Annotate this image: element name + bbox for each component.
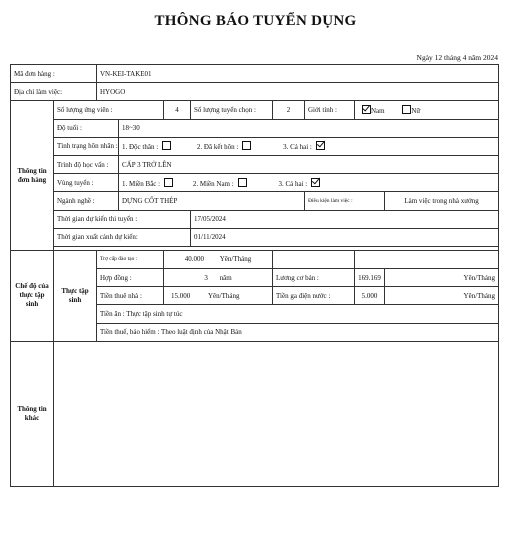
condition-label: Điều kiện làm việc : (305, 192, 385, 210)
depart-date-row (11, 228, 499, 246)
marital-label: Tình trạng hôn nhân : (54, 137, 119, 155)
both-region-checkbox[interactable] (311, 178, 320, 187)
address-row (11, 83, 499, 101)
age-value: 18~30 (119, 119, 499, 137)
education-row (11, 155, 499, 173)
south-checkbox[interactable] (238, 178, 247, 187)
applicants-label: Số lượng ứng viên : (54, 101, 164, 119)
food-text: Tiền ăn : Thực tập sinh tự túc (97, 305, 499, 323)
allowance-label: Trợ cấp đào tạo : (97, 250, 164, 268)
job-row (11, 192, 499, 210)
north-checkbox[interactable] (164, 178, 173, 187)
region-option-south: 2. Miền Nam : (192, 179, 234, 188)
other-info-content (54, 341, 499, 486)
select-count-label: Số lượng tuyển chọn : (191, 101, 273, 119)
marital-option-single: 1. Độc thân : (122, 143, 159, 152)
salary-unit: Yên/Tháng (385, 269, 499, 287)
select-count-value: 2 (273, 101, 305, 119)
allowance-value: 40.000 (184, 255, 204, 264)
male-label: Nam (371, 106, 385, 115)
region-label: Vùng tuyển : (54, 174, 119, 192)
exam-date-value: 17/05/2024 (191, 210, 499, 228)
applicants-row (11, 101, 499, 119)
region-option-north: 1. Miền Bắc : (122, 179, 161, 188)
both-marital-checkbox[interactable] (316, 141, 325, 150)
rent-unit: Yên/Tháng (208, 291, 240, 300)
marital-options (119, 137, 499, 155)
order-code-label: Mã đơn hàng : (11, 65, 97, 83)
married-checkbox[interactable] (242, 141, 251, 150)
gender-label: Giới tính : (305, 101, 355, 119)
order-code-row (11, 65, 499, 83)
other-info-row (11, 341, 499, 486)
rent-value: 15.000 (171, 291, 191, 300)
gender-options (355, 101, 499, 119)
marital-row (11, 137, 499, 155)
contract-unit: năm (219, 273, 232, 282)
region-row (11, 174, 499, 192)
job-label: Ngành nghề : (54, 192, 119, 210)
contract-label: Hợp đồng : (97, 269, 164, 287)
depart-date-value: 01/11/2024 (191, 228, 499, 246)
section-benefits: Chế độ của thực tập sinh (11, 250, 54, 341)
education-value: CẤP 3 TRỞ LÊN (119, 155, 499, 173)
marital-option-both: 3. Cả hai : (283, 143, 312, 152)
utilities-unit: Yên/Tháng (385, 287, 499, 305)
address-label: Địa chỉ làm việc: (11, 83, 97, 101)
region-options (119, 174, 499, 192)
document-date: Ngày 12 tháng 4 năm 2024 (416, 53, 498, 62)
contract-value-cell (164, 269, 273, 287)
section-order-info: Thông tin đơn hàng (11, 101, 54, 251)
region-option-both: 3. Cả hai : (278, 179, 308, 188)
female-checkbox[interactable] (402, 105, 411, 114)
job-value: DỰNG CỐT THÉP (119, 192, 305, 210)
recruitment-form (10, 64, 499, 487)
tax-text: Tiền thuế, bảo hiểm : Theo luật định của Nhật Bản (97, 323, 499, 341)
rent-value-cell (164, 287, 273, 305)
rent-label: Tiền thuê nhà : (97, 287, 164, 305)
age-row (11, 119, 499, 137)
address-value: HYOGO (97, 83, 499, 101)
section-other-info: Thông tin khác (11, 341, 54, 486)
condition-value: Làm việc trong nhà xưởng (385, 192, 499, 210)
female-label: Nữ (411, 106, 421, 115)
utilities-label: Tiền ga điện nước : (273, 287, 355, 305)
exam-date-label: Thời gian dự kiến thi tuyển : (54, 210, 191, 228)
trainee-label: Thực tập sinh (54, 250, 97, 341)
salary-value: 169.169 (355, 269, 385, 287)
depart-date-label: Thời gian xuất cảnh dự kiến: (54, 228, 191, 246)
allowance-unit: Yên/Tháng (219, 255, 252, 264)
single-checkbox[interactable] (162, 141, 171, 150)
salary-label: Lương cơ bản : (273, 269, 355, 287)
education-label: Trình độ học vấn : (54, 155, 119, 173)
exam-date-row (11, 210, 499, 228)
page-title: THÔNG BÁO TUYỂN DỤNG (154, 13, 357, 29)
allowance-row (11, 250, 499, 268)
male-checkbox[interactable] (362, 105, 371, 114)
allowance-value-cell (164, 250, 273, 268)
contract-value: 3 (204, 273, 208, 282)
order-code-value: VN-KEI-TAKE01 (97, 65, 499, 83)
applicants-value: 4 (164, 101, 191, 119)
marital-option-married: 2. Đã kết hôn : (196, 143, 239, 152)
age-label: Độ tuổi : (54, 119, 119, 137)
utilities-value: 5.000 (355, 287, 385, 305)
